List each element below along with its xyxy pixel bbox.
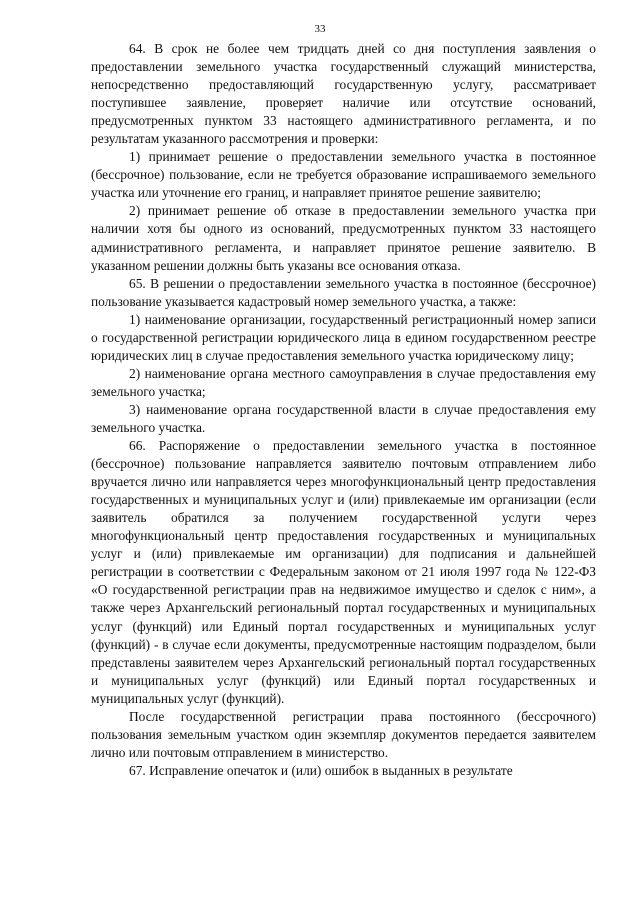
paragraph-65-item-2: 2) наименование органа местного самоуправления в случае предоставления ему земельного участка; bbox=[91, 365, 596, 399]
paragraph-66-continuation: После государственной регистрации права постоянного (бессрочного) пользования земельным участком один экземпляр документов передается заявителем лично или почтовым отправлением в министерство. bbox=[91, 708, 596, 760]
paragraph-66: 66. Распоряжение о предоставлении земельного участка в постоянное (бессрочное) пользование направляется заявителю почтовым отправлением либо вручается лично или направляется через многофункциональный центр предоставления государственных и муниципальных услуг и (или) привлекаемые им организации (если заявитель обратился за получением государственной услуги через многофункциональный центр предоставления государственных и муниципальных услуг и (или) привлекаемые им организации) для подписания и дальнейшей регистрации в соответствии с Федеральным законом от 21 июля 1997 года № 122-ФЗ «О государственной регистрации прав на недвижимое имущество и сделок с ним», а также через Архангельский региональный портал государственных и муниципальных услуг (функций) или Единый портал государственных и муниципальных услуг (функций) - в случае если документы, предусмотренные настоящим подразделом, были представлены заявителем через Архангельский региональный портал государственных и муниципальных услуг (функций) или Единый портал государственных и муниципальных услуг (функций). bbox=[91, 438, 596, 706]
page-number: 33 bbox=[314, 23, 326, 35]
paragraph-65-item-3: 3) наименование органа государственной власти в случае предоставления ему земельного участка. bbox=[91, 401, 596, 435]
paragraph-64: 64. В срок не более чем тридцать дней со дня поступления заявления о предоставлении земельного участка государственный служащий министерства, непосредственно предоставляющий государственную услугу, рассматривает поступившее заявление, проверяет наличие или отсутствие оснований, предусмотренных пунктом 33 настоящего административного регламента, и по результатам указанного рассмотрения и проверки: bbox=[91, 41, 596, 147]
paragraph-65-item-1: 1) наименование организации, государственный регистрационный номер записи о государственной регистрации юридического лица в едином государственном реестре юридических лиц в случае предоставления земельного участка юридическому лицу; bbox=[91, 311, 596, 363]
paragraph-64-item-1: 1) принимает решение о предоставлении земельного участка в постоянное (бессрочное) пользование, если не требуется образование испрашиваемого земельного участка или уточнение его границ, и направляет принятое решение заявителю; bbox=[91, 149, 596, 201]
paragraph-65: 65. В решении о предоставлении земельного участка в постоянное (бессрочное) пользование указывается кадастровый номер земельного участка, а также: bbox=[91, 275, 596, 309]
paragraph-64-item-2: 2) принимает решение об отказе в предоставлении земельного участка при наличии хотя бы одного из оснований, предусмотренных пунктом 33 настоящего административного регламента, и направляет принятое решение заявителю. В указанном решении должны быть указаны все основания отказа. bbox=[91, 203, 596, 273]
document-body bbox=[91, 40, 596, 780]
paragraph-67: 67. Исправление опечаток и (или) ошибок в выданных в результате bbox=[129, 762, 513, 778]
